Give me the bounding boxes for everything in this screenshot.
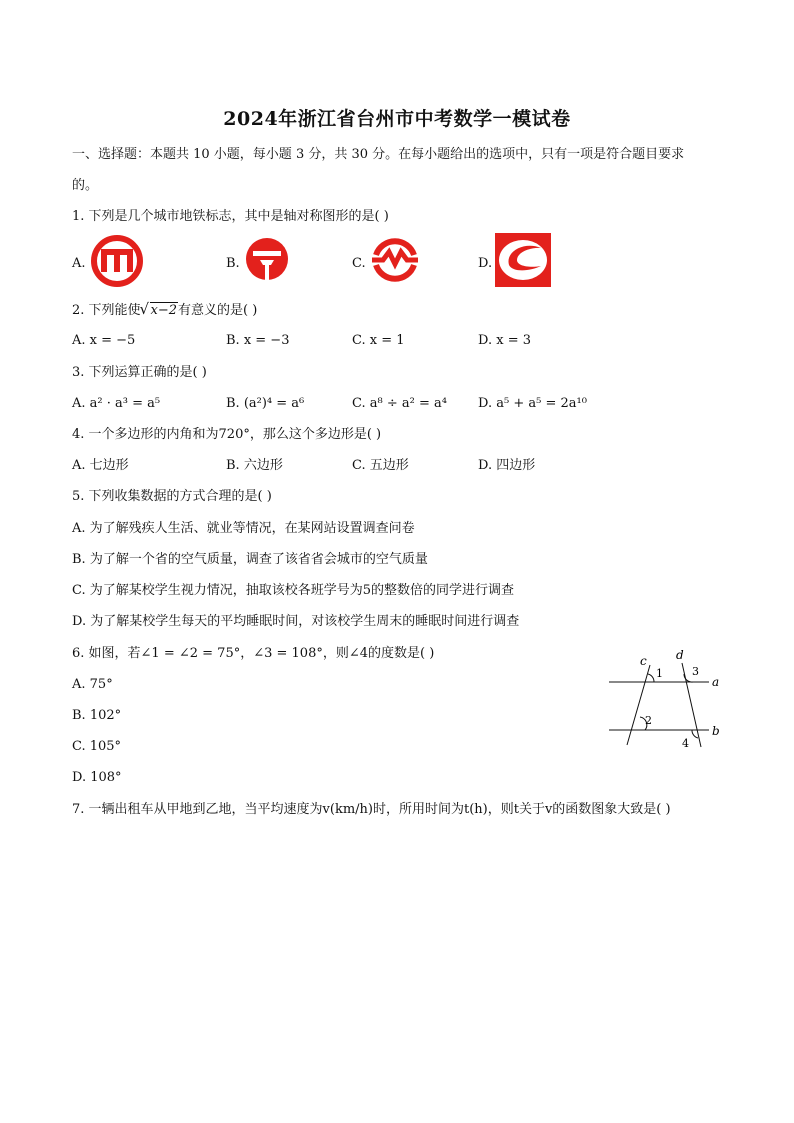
- q5-option-d: D. 为了解某校学生每天的平均睡眠时间，对该校学生周末的睡眠时间进行调查: [72, 614, 520, 629]
- section-heading-cont: 的。: [72, 178, 99, 193]
- label-a: a: [712, 675, 720, 689]
- q1-option-b-label: B.: [226, 256, 240, 271]
- q6-geometry-figure: [605, 645, 725, 755]
- angle-1-arc: [648, 674, 654, 682]
- label-c: c: [640, 654, 647, 668]
- section-heading: 一、选择题：本题共 10 小题，每小题 3 分，共 30 分。在每小题给出的选项中，只有一项是符合题目要求: [72, 147, 685, 162]
- label-angle-3: 3: [692, 665, 699, 678]
- q2-stem: [72, 302, 257, 320]
- q2-option-b: B. x = −3: [226, 333, 290, 348]
- q6-option-a: A. 75°: [72, 677, 113, 692]
- q7-stem: 7. 一辆出租车从甲地到乙地，当平均速度为v(km/h)时，所用时间为t(h)，则t关于v的函数图象大致是( ): [72, 802, 671, 817]
- q6-option-d: D. 108°: [72, 770, 122, 785]
- metro-logo-d-icon: [495, 233, 551, 287]
- q5-option-a: A. 为了解残疾人生活、就业等情况，在某网站设置调查问卷: [72, 521, 415, 536]
- q1-option-a-label: A.: [72, 256, 86, 271]
- label-angle-2: 2: [645, 714, 652, 727]
- q3-stem: 3. 下列运算正确的是( ): [72, 365, 207, 380]
- label-d: d: [676, 648, 684, 662]
- q1-option-d-label: D.: [478, 256, 493, 271]
- metro-logo-a-icon: [90, 234, 144, 288]
- q4-option-b: B. 六边形: [226, 458, 283, 473]
- q6-stem: 6. 如图，若∠1 = ∠2 = 75°，∠3 = 108°，则∠4的度数是( ): [72, 646, 435, 661]
- q3-option-b: B. (a²)⁴ = a⁶: [226, 396, 305, 411]
- q4-option-c: C. 五边形: [352, 458, 409, 473]
- metro-logo-b-icon: [244, 236, 290, 282]
- q5-option-b: B. 为了解一个省的空气质量，调查了该省省会城市的空气质量: [72, 552, 428, 567]
- metro-logo-c-icon: [370, 235, 420, 283]
- q3-option-c: C. a⁸ ÷ a² = a⁴: [352, 396, 447, 411]
- line-c: [627, 665, 650, 745]
- label-angle-1: 1: [656, 667, 663, 680]
- q4-option-a: A. 七边形: [72, 458, 129, 473]
- q6-option-c: C. 105°: [72, 739, 122, 754]
- q2-option-c: C. x = 1: [352, 333, 405, 348]
- q5-stem: 5. 下列收集数据的方式合理的是( ): [72, 489, 272, 504]
- q2-option-a: A. x = −5: [72, 333, 136, 348]
- q1-stem: 1. 下列是几个城市地铁标志，其中是轴对称图形的是( ): [72, 209, 389, 224]
- q2-stem-post: 有意义的是( ): [178, 303, 258, 318]
- q4-stem: 4. 一个多边形的内角和为720°，那么这个多边形是( ): [72, 427, 382, 442]
- q6-option-b: B. 102°: [72, 708, 122, 723]
- q4-option-d: D. 四边形: [478, 458, 536, 473]
- q5-option-c: C. 为了解某校学生视力情况，抽取该校各班学号为5的整数倍的同学进行调查: [72, 583, 515, 598]
- q2-option-d: D. x = 3: [478, 333, 531, 348]
- q2-radical: [141, 302, 179, 320]
- label-b: b: [712, 724, 720, 738]
- q3-option-d: D. a⁵ + a⁵ = 2a¹⁰: [478, 396, 587, 411]
- q3-option-a: A. a² · a³ = a⁵: [72, 396, 161, 411]
- page-title: 2024年浙江省台州市中考数学一模试卷: [223, 108, 571, 130]
- q2-stem-pre: 2. 下列能使: [72, 303, 141, 318]
- q1-option-c-label: C.: [352, 256, 366, 271]
- q2-radicand: x−2: [150, 303, 178, 318]
- label-angle-4: 4: [682, 737, 689, 750]
